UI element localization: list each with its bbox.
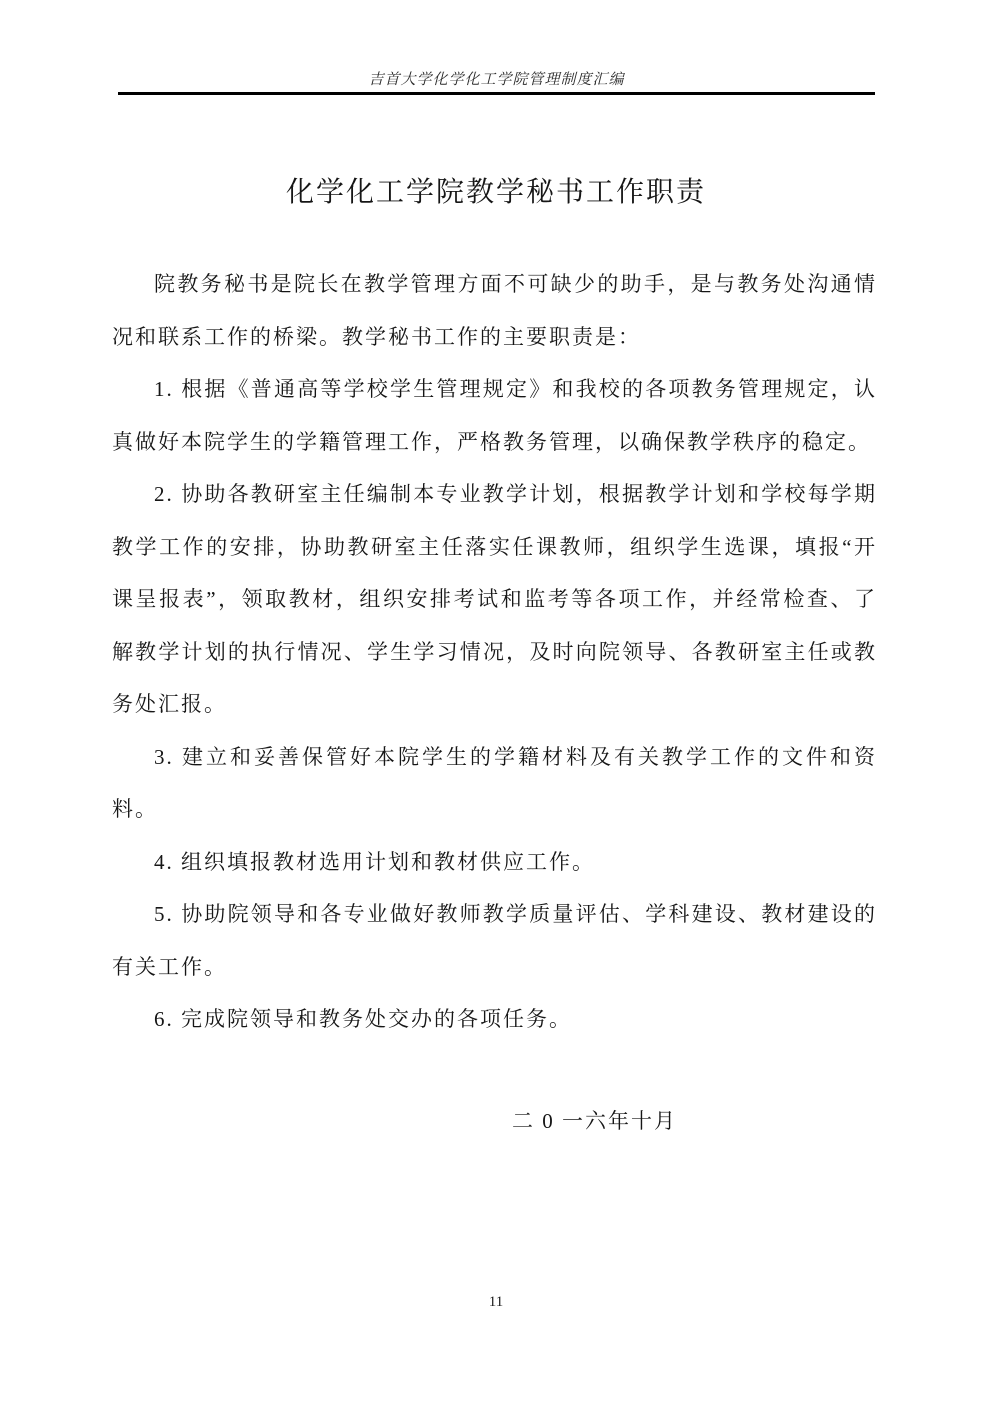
paragraph-item-5: 5. 协助院领导和各专业做好教师教学质量评估、学科建设、教材建设的有关工作。: [112, 902, 877, 979]
paragraph-intro: 院教务秘书是院长在教学管理方面不可缺少的助手，是与教务处沟通情况和联系工作的桥梁。教学秘书工作的主要职责是：: [112, 272, 877, 349]
document-body: [112, 258, 877, 1046]
document-title: 化学化工学院教学秘书工作职责: [285, 177, 706, 208]
paragraph-item-6: 6. 完成院领导和教务处交办的各项任务。: [154, 1007, 572, 1031]
document-date: 二 0 一六年十月: [512, 1108, 677, 1133]
paragraph-item-3: 3. 建立和妥善保管好本院学生的学籍材料及有关教学工作的文件和资料。: [112, 744, 877, 821]
page-header: [118, 0, 875, 95]
paragraph-item-2: 2. 协助各教研室主任编制本专业教学计划，根据教学计划和学校每学期教学工作的安排，协助教研室主任落实任课教师，组织学生选课，填报“开课呈报表”，领取教材，组织安排考试和监考等各项工作，并经常检查、了解教学计划的执行情况、学生学习情况，及时向院领导、各教研室主任或教务处汇报。: [112, 482, 877, 716]
paragraph-item-4: 4. 组织填报教材选用计划和教材供应工作。: [154, 849, 595, 874]
header-running-title: 吉首大学化学化工学院管理制度汇编: [368, 72, 625, 88]
page-number: 11: [488, 1294, 504, 1310]
paragraph-item-1: 1. 根据《普通高等学校学生管理规定》和我校的各项教务管理规定，认真做好本院学生的学籍管理工作，严格教务管理，以确保教学秩序的稳定。: [112, 377, 877, 454]
